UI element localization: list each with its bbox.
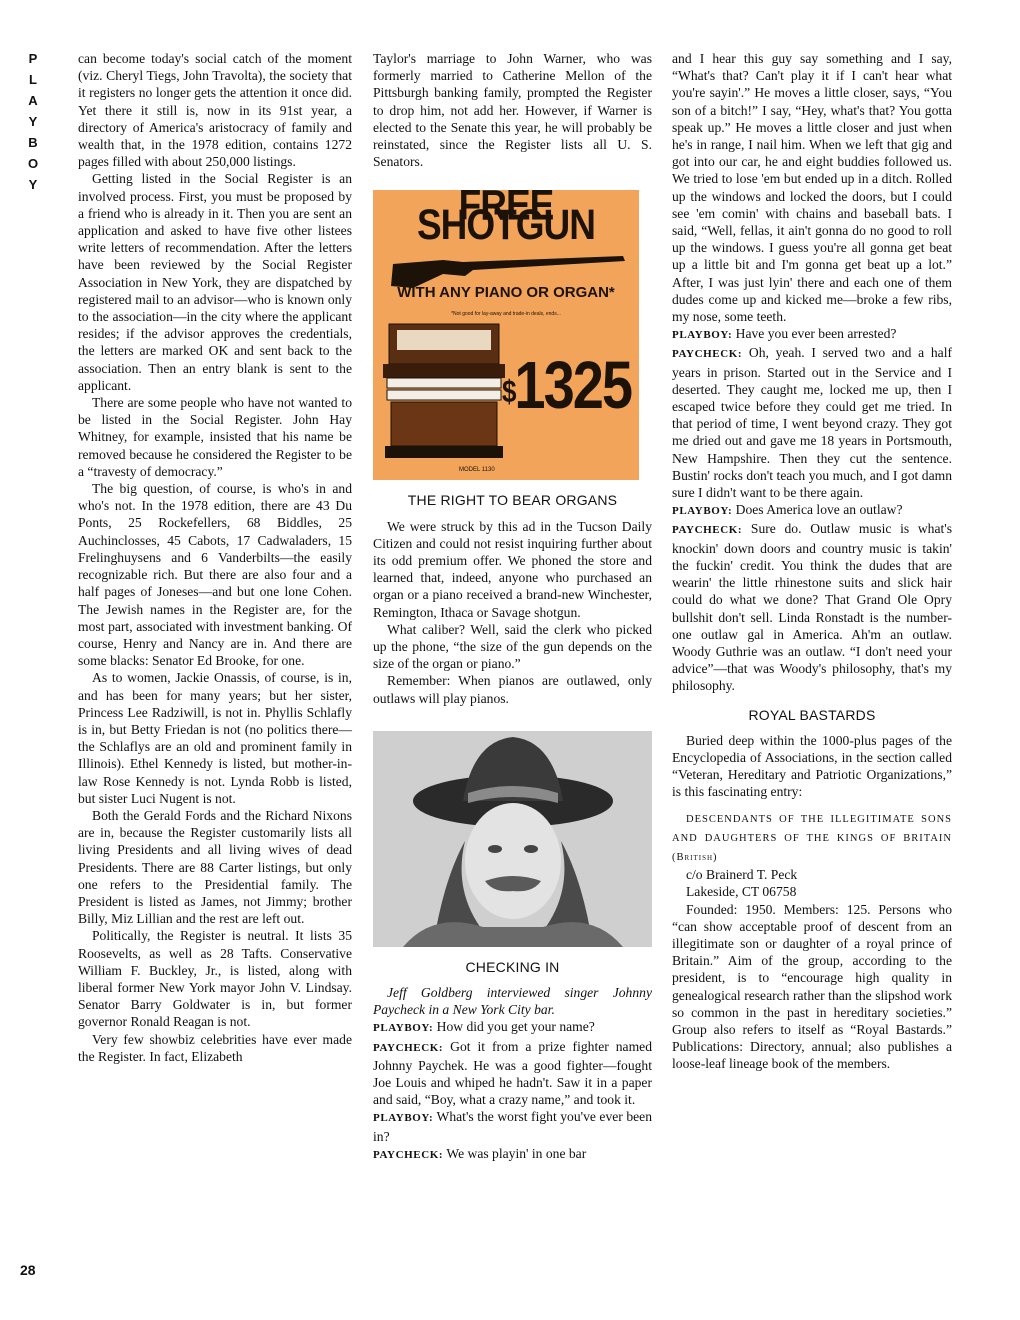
johnny-paycheck-photo xyxy=(373,731,652,947)
listing-body: Founded: 1950. Members: 125. Persons who “can show acceptable proof of descent from an illegitimate son or daughter of a royal prince of Britain.” Aim of the group, according to the president, is to “encourage high quality in genealogical research rather than the slipshod work so common in the past in hereditary societies.” Group also refers to itself as “Royal Bastards.” Publications: Directory, annual; also publishes a loose-leaf lineage book of the members. xyxy=(672,901,952,1072)
speaker-label: PAYCHECK: xyxy=(373,1148,444,1161)
qa-text: Does America love an outlaw? xyxy=(735,502,903,518)
section-heading: ROYAL BASTARDS xyxy=(748,706,876,723)
ad-subhead: WITH ANY PIANO OR ORGAN* xyxy=(397,284,615,302)
masthead-letter: Y xyxy=(28,114,38,129)
section-heading: CHECKING IN xyxy=(465,958,560,975)
speaker-label: PLAYBOY: xyxy=(373,1022,434,1035)
qa-text: Got it from a prize fighter named Johnny Paychek. He was a good fighter—fought Joe Louis and whiped he hadn't. Saw it in a paper and said, “Boy, what a crazy name,” and took it. xyxy=(373,1038,652,1108)
speaker-label: PLAYBOY: xyxy=(672,329,733,342)
paragraph: There are some people who have not wanted to be listed in the Social Register. John Hay Whitney, for example, insisted that his name be removed because he considered the Register to be a “travesty of democracy.” xyxy=(78,395,352,479)
qa-line xyxy=(672,520,952,694)
column-1 xyxy=(78,50,352,1065)
paragraph: We were struck by this ad in the Tucson Daily Citizen and could not resist inquiring further about its odd premium offer. We phoned the store and learned that, indeed, anyone who purchased an organ or a piano received a brand-new Winchester, Remington, Ithaca or Savage shotgun. xyxy=(373,518,652,620)
masthead-letter: Y xyxy=(28,177,38,192)
qa-text: Have you ever been arrested? xyxy=(735,326,897,342)
page-number: 28 xyxy=(20,1262,36,1278)
qa-line xyxy=(373,1108,652,1144)
qa-text: What's the worst fight you've ever been in? xyxy=(373,1109,653,1144)
paragraph: Getting listed in the Social Register is an involved process. First, you must be proposed by a friend who is already in it. Then you are sent an application and asked to have five other listees write letters of recommendation. After the letters have been reviewed by the Social Register Association in New York, they are dispatched by registered mail to an advisor—who is known only to the association—in the city where the applicant resides; if the advisor approves the credentials, the letters are marked OK and sent back to the association. Then an entry blank is sent to the applicant. xyxy=(78,171,352,393)
qa-text: Sure do. Outlaw music is what's knockin' down doors and country music is takin' the fuckin' credit. You think the dudes that are wearin' the little rhinestone suits and slick hair could do what we done? That Grand Ole Opry bullshit don't sell. Linda Ronstadt is the number-one outlaw gal in America. Ah'm an outlaw. Woody Guthrie was an outlaw. “I don't need your advice”—that was Woody's philosophy, that's my philosophy. xyxy=(672,521,952,694)
qa-line xyxy=(672,344,952,501)
speaker-label: PAYCHECK: xyxy=(672,348,743,361)
column-2 xyxy=(373,50,652,1164)
masthead-letter: B xyxy=(28,135,38,150)
qa-line xyxy=(373,1038,652,1109)
masthead-letter: L xyxy=(29,72,37,87)
portrait-illustration xyxy=(373,731,652,947)
qa-line xyxy=(672,325,952,344)
listing-care-of: c/o Brainerd T. Peck xyxy=(686,867,798,883)
paragraph: and I hear this guy say something and I say, “What's that? Can't play it if I can't hear what you're sayin'.” He moves a little closer, says, “You son of a bitch!” I say, “Hey, what's that? You gotta speak up.” He moves a little closer and just when he's in range, I nail him. When we left that gig and got into our car, he and eight buddies followed us. We tried to lose 'em but ended up in a ditch. Rolled up the windows and locked the doors, but I could see 'em comin' with chains and baseball bats. I said, “Well, fellas, it ain't gonna do no good to roll up the windows. I guess you're all gonna get beat up a little bit and I'm gonna get beat up a lot.” After, I was just lyin' there and each one of them dudes come up and kicked me—broke a few ribs, my nose, some teeth. xyxy=(672,51,952,325)
column-3 xyxy=(672,50,952,1073)
ad-fine-print: *Not good for lay-away and trade-in deals, ends... xyxy=(451,311,561,318)
listing-address: Lakeside, CT 06758 xyxy=(686,884,797,900)
paragraph: Taylor's marriage to John Warner, who was formerly married to Catherine Mellon of the Pittsburgh banking family, prompted the Register to drop him, not add her. However, if Warner is elected to the Senate this year, he will probably be reinstated, since the Register lists all U. S. Senators. xyxy=(373,51,652,170)
masthead-letter: P xyxy=(28,51,38,66)
paragraph: Very few showbiz celebrities have ever made the Register. In fact, Elizabeth xyxy=(78,1031,352,1064)
paragraph: Remember: When pianos are outlawed, only outlaws will play pianos. xyxy=(373,673,652,706)
ad-price-dollar: $ xyxy=(501,373,515,410)
paragraph: Buried deep within the 1000-plus pages of the Encyclopedia of Associations, in the section called “Veteran, Hereditary and Patriotic Organizations,” is this fascinating entry: xyxy=(672,732,952,800)
qa-line xyxy=(672,501,952,520)
paragraph: Politically, the Register is neutral. It lists 35 Roosevelts, as well as 28 Tafts. Conservative William F. Buckley, Jr., is listed, along with liberal former New York mayor John V. Lindsay. Senator Barry Goldwater is in, but former governor Ronald Reagan is not. xyxy=(78,928,352,1030)
listing-name: DESCENDANTS OF THE ILLEGITIMATE SONS AND DAUGHTERS OF THE KINGS OF BRITAIN (British) xyxy=(672,813,952,863)
running-head-vertical xyxy=(26,48,40,195)
paragraph: What caliber? Well, said the clerk who picked up the phone, “the size of the gun depends on the size of the organ or piano.” xyxy=(373,621,652,672)
speaker-label: PLAYBOY: xyxy=(373,1112,434,1125)
qa-line xyxy=(373,1018,652,1037)
section-heading: THE RIGHT TO BEAR ORGANS xyxy=(407,492,618,509)
speaker-label: PLAYBOY: xyxy=(672,505,733,518)
ad-model-label: MODEL 1130 xyxy=(459,467,495,474)
ad-headline: FREE SHOTGUN xyxy=(417,190,595,249)
speaker-label: PAYCHECK: xyxy=(672,524,743,537)
masthead-letter: A xyxy=(28,93,38,108)
interview-intro: Jeff Goldberg interviewed singer Johnny Paycheck in a New York City bar. xyxy=(373,985,652,1018)
paragraph: As to women, Jackie Onassis, of course, is in, and has been for many years; but her sister, Princess Lee Radziwill, is not in. Phyllis Schlafly is in, but Betty Friedan is not (no politics there—the Schlaflys are an old and prominent family in Illinois). Ethel Kennedy is listed, but mother-in-law Rose Kennedy is not. Lynda Robb is listed, but sister Luci Nugent is not. xyxy=(78,670,352,806)
ad-price-value: 1325 xyxy=(514,347,631,423)
qa-text: We was playin' in one bar xyxy=(446,1145,587,1161)
speaker-label: PAYCHECK: xyxy=(373,1041,444,1054)
paragraph: Both the Gerald Fords and the Richard Nixons are in, because the Register customarily lists all living Presidents and all living wives of dead Presidents. There are 88 Carter listings, but only one refers to the Presidential family. The President is listed as James, not Jimmy; brother Billy, Miz Lillian and the rest are left out. xyxy=(78,807,352,927)
ad-price xyxy=(501,347,631,423)
qa-text: Oh, yeah. I served two and a half years in prison. Started out in the Service and I deserted. They caught me, locked me up, then I escaped twice before they could get me tried. In that period of time, I went beyond crazy. They got me dried out and gave me 18 years in Portsmouth, New Hampshire. Then they cut the sentence. Bustin' rocks don't teach you much, and I got damn sure I didn't want to be there again. xyxy=(672,345,952,501)
masthead-letter: O xyxy=(27,156,39,171)
organ-illustration xyxy=(379,316,509,466)
paragraph: The big question, of course, is who's in and who's not. In the 1978 edition, there are 43 Du Ponts, 25 Rockefellers, 68 Biddles, 25 Auchinclosses, 45 Cabots, 17 Cadwaladers, 15 Frelinghuysens and 6 Vanderbilts—the easily recognizable rich. But there are also four and a half pages of Joneses—and but one lone Cohen. The Jewish names in the Register are, for the most part, associated with investment banking. Of course, Henry and Nancy are in. And there are some blacks: Senator Ed Brooke, for one. xyxy=(78,481,352,669)
qa-line xyxy=(373,1145,652,1164)
paragraph: can become today's social catch of the moment (viz. Cheryl Tiegs, John Travolta), the society that it registers no longer gets the attention it once did. Yet there it still is, now in its 91st year, a directory of America's aristocracy of family and wealth that, in the 1978 edition, contains 1272 pages filled with about 250,000 listings. xyxy=(78,51,352,170)
qa-text: How did you get your name? xyxy=(436,1019,595,1035)
shotgun-organ-ad xyxy=(373,190,639,480)
